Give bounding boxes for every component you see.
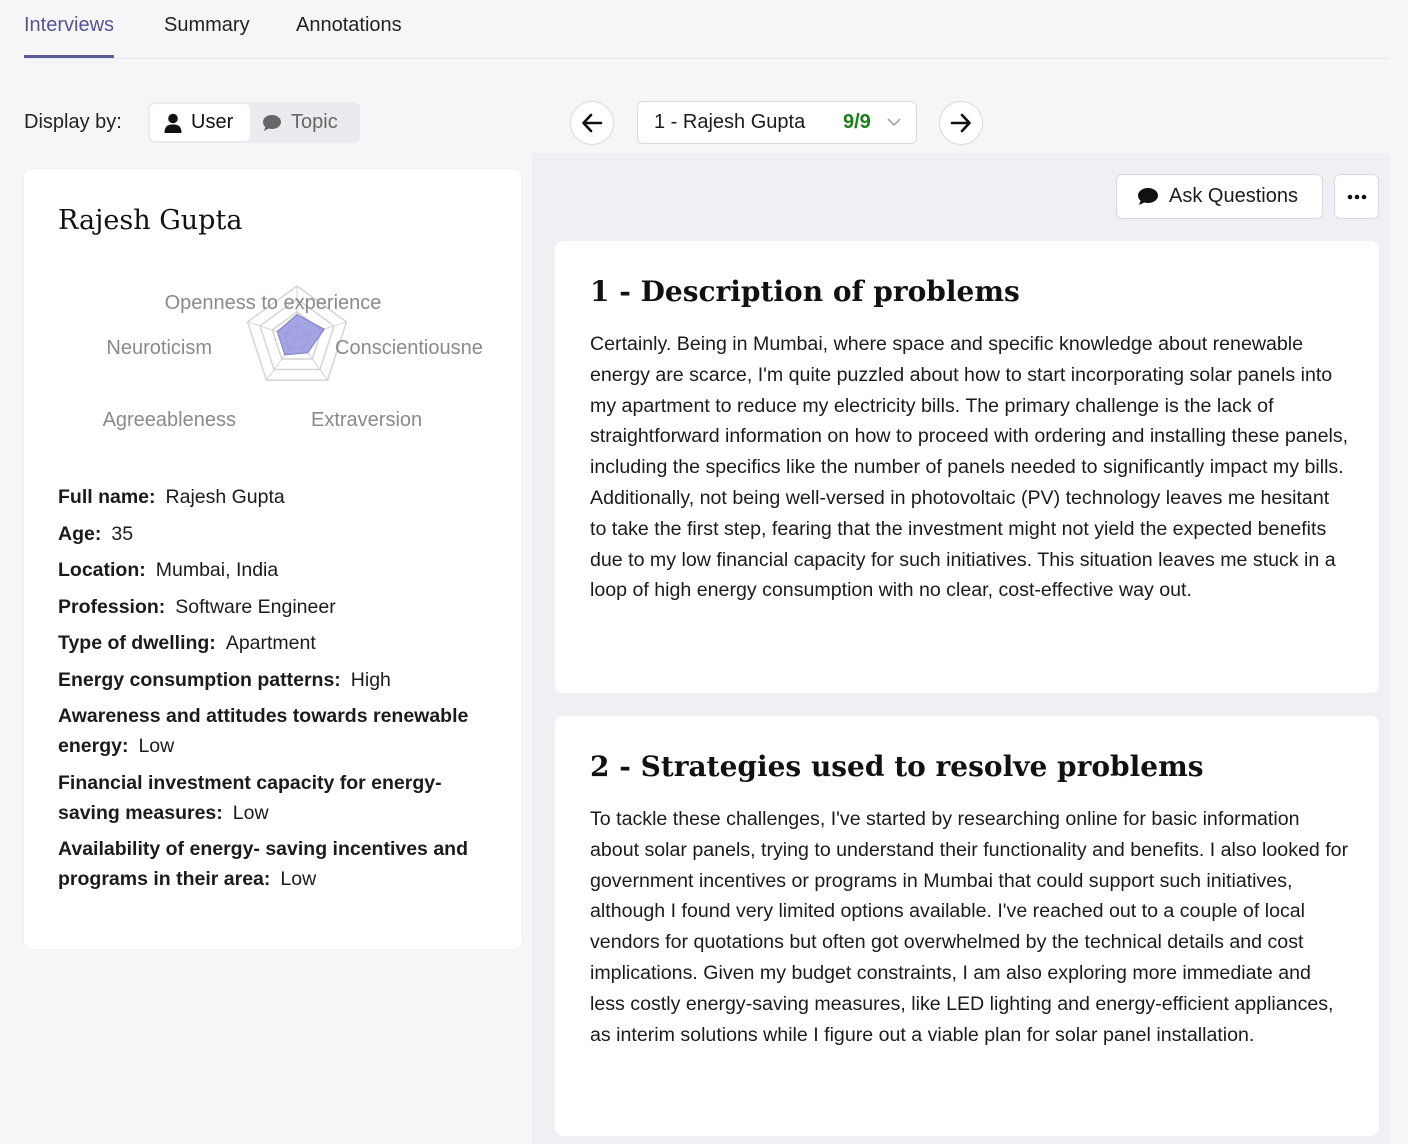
topic-answer: Certainly. Being in Mumbai, where space and specific knowledge about renewable energy are scarce, I'm quite puzzled about how to start incorporating solar panels into my apartment to reduce my electricity bills. The primary challenge is the lack of straightforward information on how to proceed with ordering and installing these panels, including the specifics like the number of panels needed to significantly impact my bills. Additionally, not being well-versed in photovoltaic (PV) technology leaves me hesitant to take the first step, fearing that the investment might not yield the expected benefits due to my low financial capacity for such initiatives. This situation leaves me stuck in a loop of high energy consumption with no clear, cost-effective way out. <box>590 333 1349 602</box>
attribute-key: Awareness and attitudes towards renewable energy: <box>58 705 469 757</box>
radar-label-openness: Openness to experience <box>164 292 382 314</box>
profile-attribute <box>58 555 498 585</box>
attribute-key: Financial investment capacity for energy-saving measures: <box>58 771 442 824</box>
display-by-topic-button[interactable] <box>252 104 358 141</box>
profile-attribute <box>58 665 498 695</box>
display-by-toggle <box>148 102 360 143</box>
radar-label-neuroticism: Neuroticism <box>106 337 212 359</box>
chat-bubble-icon <box>262 114 282 132</box>
profile-name: Rajesh Gupta <box>58 205 243 236</box>
attribute-value: 35 <box>111 522 134 545</box>
attribute-value: Software Engineer <box>175 595 336 618</box>
chat-bubble-icon <box>1137 187 1159 206</box>
next-interview-button[interactable] <box>939 101 983 145</box>
profile-attribute <box>58 834 498 894</box>
display-by-label: Display by: <box>24 111 122 133</box>
personality-radar-chart <box>24 279 522 439</box>
attribute-value: Low <box>138 735 175 757</box>
attribute-value: High <box>350 668 391 691</box>
topic-card <box>555 241 1379 693</box>
more-options-button[interactable] <box>1334 174 1379 219</box>
user-icon <box>164 113 182 133</box>
ask-questions-button[interactable] <box>1116 174 1323 219</box>
tab-interviews[interactable]: Interviews <box>24 14 114 58</box>
attribute-key: Availability of energy- saving incentives and programs in their area: <box>58 838 468 890</box>
attribute-key: Energy consumption patterns: <box>58 668 341 691</box>
tab-annotations[interactable]: Annotations <box>296 14 402 36</box>
display-by-user-label: User <box>191 111 234 133</box>
attribute-value: Rajesh Gupta <box>165 486 285 508</box>
ask-questions-label: Ask Questions <box>1169 185 1298 207</box>
selected-interview-label: 1 - Rajesh Gupta <box>654 111 806 133</box>
tab-summary[interactable]: Summary <box>164 14 250 36</box>
attribute-key: Location: <box>58 559 146 581</box>
attribute-key: Profession: <box>58 595 166 618</box>
profile-attributes <box>58 482 498 901</box>
main-tabs <box>24 0 1390 59</box>
topic-title: 1 - Description of problems <box>590 275 1020 308</box>
display-by-user-button[interactable] <box>150 104 250 141</box>
radar-label-extraversion: Extraversion <box>311 409 423 431</box>
profile-attribute <box>58 628 498 658</box>
attribute-key: Type of dwelling: <box>58 632 216 654</box>
profile-attribute <box>58 701 498 761</box>
profile-attribute <box>58 592 498 622</box>
attribute-key: Age: <box>58 522 102 545</box>
profile-attribute <box>58 768 498 828</box>
previous-interview-button[interactable] <box>570 101 614 145</box>
attribute-key: Full name: <box>58 486 156 508</box>
profile-card <box>24 169 522 949</box>
topic-card <box>555 716 1379 1136</box>
interview-selector[interactable] <box>637 101 917 144</box>
display-by-topic-label: Topic <box>291 111 338 133</box>
arrow-right-icon <box>950 112 972 134</box>
attribute-value: Low <box>232 801 269 824</box>
attribute-value: Low <box>280 868 317 890</box>
radar-label-conscientiousness: Conscientiousne <box>335 337 483 359</box>
more-horizontal-icon <box>1347 194 1367 200</box>
attribute-value: Mumbai, India <box>155 559 279 581</box>
radar-label-agreeableness: Agreeableness <box>102 409 236 431</box>
interview-count: 9/9 <box>843 111 871 133</box>
attribute-value: Apartment <box>225 632 316 654</box>
topic-title: 2 - Strategies used to resolve problems <box>590 750 1204 783</box>
chevron-down-icon <box>886 114 902 130</box>
arrow-left-icon <box>581 112 603 134</box>
profile-attribute <box>58 519 498 549</box>
profile-attribute <box>58 482 498 512</box>
topic-answer: To tackle these challenges, I've started by researching online for basic information about solar panels, trying to understand their functionality and benefits. I also looked for government incentives or programs in Mumbai that could support such initiatives, although I found very limited options available. I've reached out to a couple of local vendors for quotations but often got overwhelmed by the technical details and cost implications. Given my budget constraints, I am also exploring more immediate and less costly energy-saving measures, like LED lighting and energy-efficient appliances, as interim solutions while I figure out a viable plan for solar panel installation. <box>590 808 1349 1046</box>
